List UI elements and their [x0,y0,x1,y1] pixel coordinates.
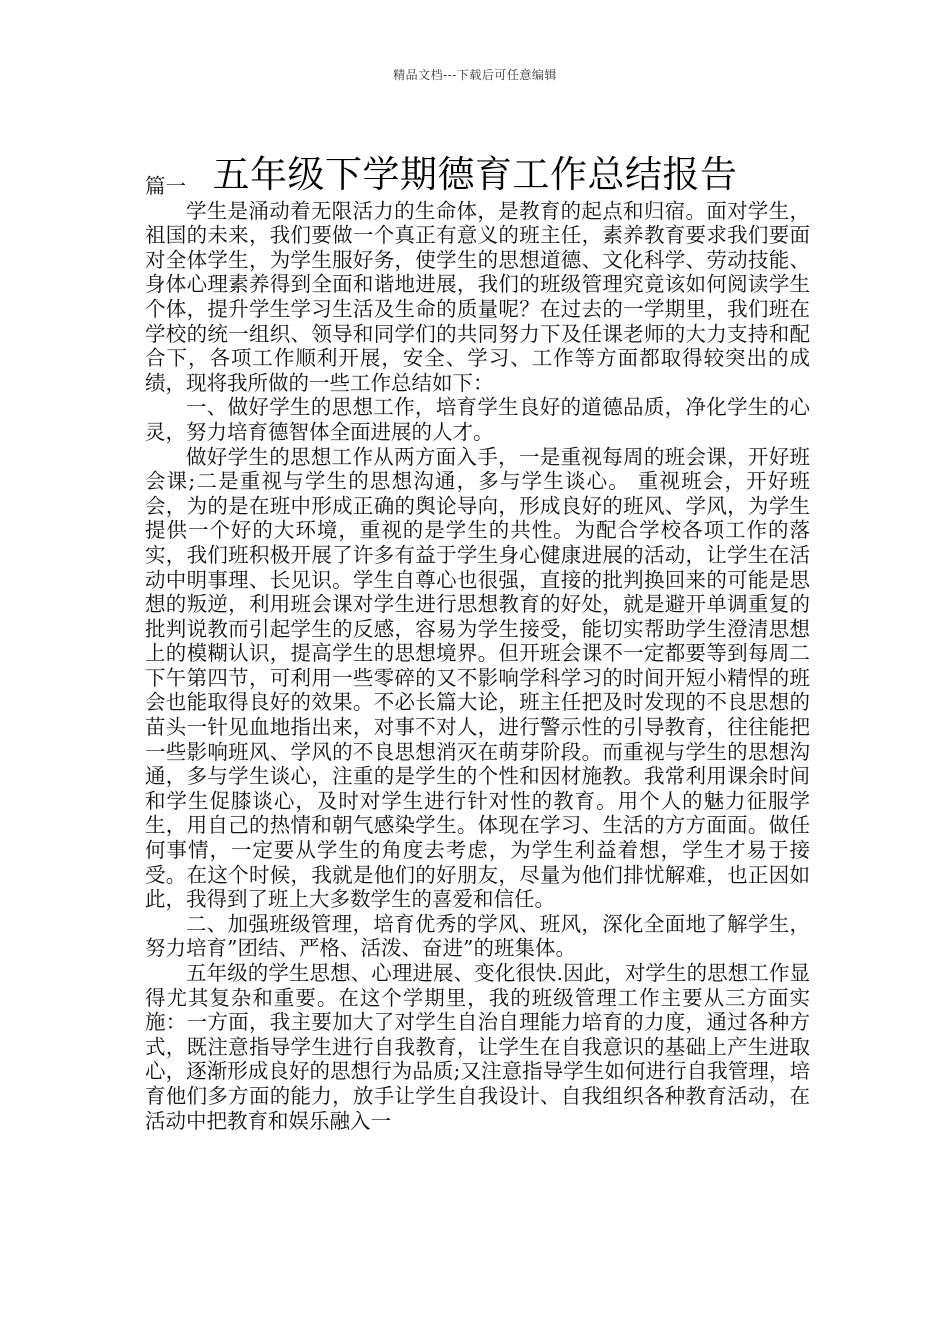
paragraph: 做好学生的思想工作从两方面入手，一是重视每周的班会课，开好班会课;二是重视与学生的思想沟通，多与学生谈心。 重视班会，开好班会，为的是在班中形成正确的舆论导向，形成良好的班风、学风，为学生提供一个好的大环境，重视的是学生的共性。为配合学校各项工作的落实，我们班积极开展了许多有益于学生身心健康进展的活动，让学生在活动中明事理、长见识。学生自尊心也很强，直接的批判换回来的可能是思想的叛逆，利用班会课对学生进行思想教育的好处，就是避开单调重复的批判说教而引起学生的反感，容易为学生接受，能切实帮助学生澄清思想上的模糊认识，提高学生的思想境界。但开班会课不一定都要等到每周二下午第四节，可利用一些零碎的又不影响学科学习的时间开短小精悍的班会也能取得良好的效果。不必长篇大论，班主任把及时发现的不良思想的苗头一针见血地指出来，对事不对人，进行警示性的引导教育，往往能把一些影响班风、学风的不良思想消灭在萌芽阶段。而重视与学生的思想沟通，多与学生谈心，注重的是学生的个性和因材施教。我常利用课余时间和学生促膝谈心，及时对学生进行针对性的教育。用个人的魅力征服学生，用自己的热情和朝气感染学生。体现在学习、生活的方方面面。做任何事情，一定要从学生的角度去考虑，为学生利益着想，学生才易于接受。在这个时候，我就是他们的好朋友，尽量为他们排忧解难，也正因如此，我得到了班上大多数学生的喜爱和信任。 [145,444,810,912]
section-label: 篇一 [145,174,186,198]
paragraph: 学生是涌动着无限活力的生命体，是教育的起点和归宿。面对学生，祖国的未来，我们要做一个真正有意义的班主任，素养教育要求我们要面对全体学生，为学生服好务，使学生的思想道德、文化科学、劳动技能、身体心理素养得到全面和谐地进展，我们的班级管理究竟该如何阅读学生个体，提升学生学习生活及生命的质量呢？在过去的一学期里，我们班在学校的统一组织、领导和同学们的共同努力下及任课老师的大力支持和配合下，各项工作顺利开展，安全、学习、工作等方面都取得较突出的成绩，现将我所做的一些工作总结如下： [145,198,810,395]
paragraph-heading-1: 一、做好学生的思想工作，培育学生良好的道德品质，净化学生的心灵，努力培育德智体全面进展的人才。 [145,395,810,444]
document-title: 五年级下学期德育工作总结报告 [212,152,738,196]
paragraph: 五年级的学生思想、心理进展、变化很快.因此，对学生的思想工作显得尤其复杂和重要。在这个学期里，我的班级管理工作主要从三方面实施：一方面，我主要加大了对学生自治自理能力培育的力度，通过各种方式，既注意指导学生进行自我教育，让学生在自我意识的基础上产生进取心，逐渐形成良好的思想行为品质;又注意指导学生如何进行自我管理，培育他们多方面的能力，放手让学生自我设计、自我组织各种教育活动，在活动中把教育和娱乐融入一 [145,961,810,1133]
document-body [145,174,810,1133]
header-note: 精品文档---下载后可任意编辑 [393,68,557,82]
paragraph-heading-2: 二、加强班级管理，培育优秀的学风、班风，深化全面地了解学生，努力培育”团结、严格、活泼、奋进”的班集体。 [145,911,810,961]
